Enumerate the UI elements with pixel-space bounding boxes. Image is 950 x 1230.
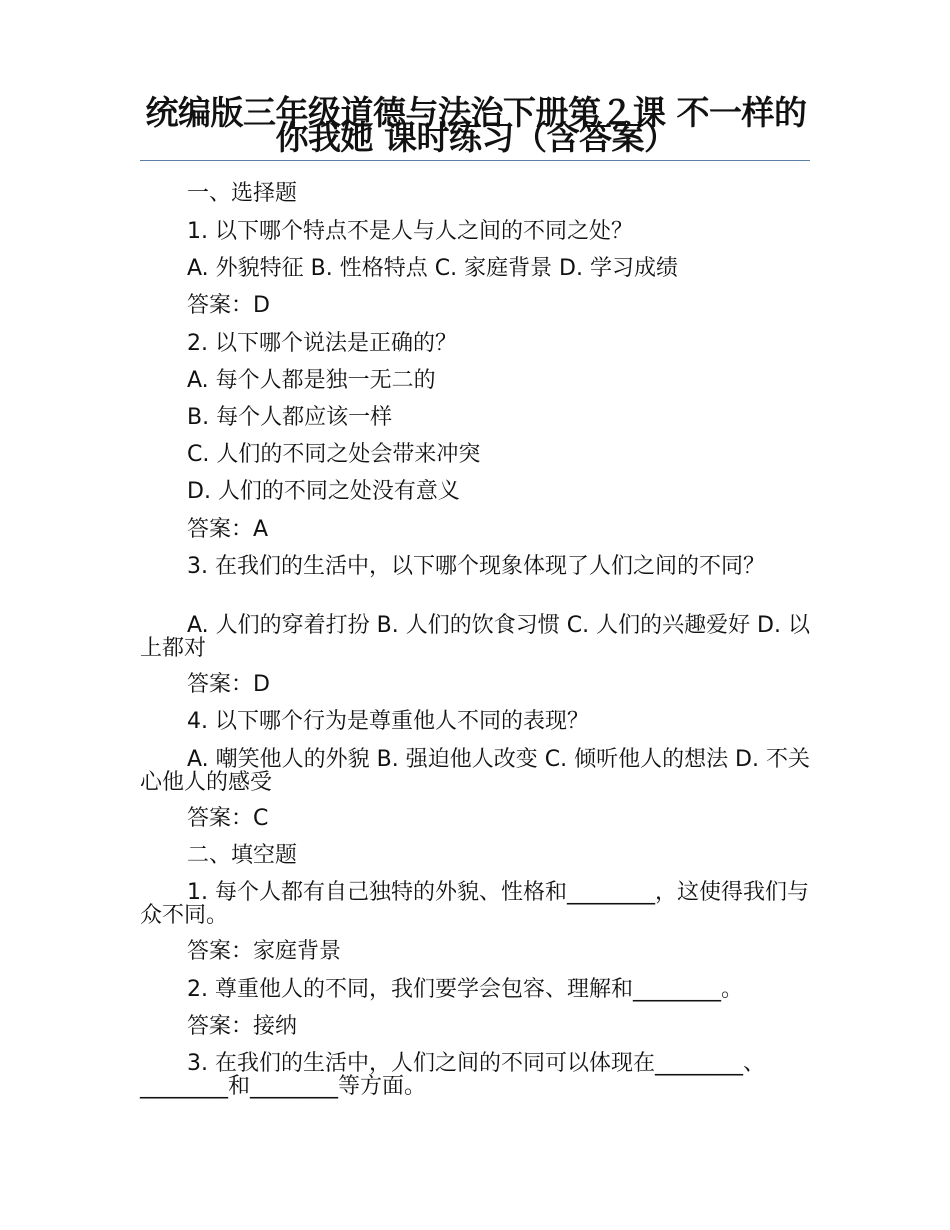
question-2-option-c: C. 人们的不同之处会带来冲突 [187,442,481,467]
question-1: 1. 以下哪个特点不是人与人之间的不同之处？ [187,219,633,244]
question-1-options: A. 外貌特征 B. 性格特点 C. 家庭背景 D. 学习成绩 [187,256,678,281]
section-heading-fill: 二、填空题 [187,843,298,868]
question-1-answer: 答案：D [187,293,270,318]
question-2-option-d: D. 人们的不同之处没有意义 [187,479,460,504]
title-underline [140,160,810,161]
question-2-answer: 答案：A [187,517,269,542]
fill-question-2: 2. 尊重他人的不同，我们要学会包容、理解和________。 [187,977,743,1002]
fill-question-1: 1. 每个人都有自己独特的外貌、性格和________，这使得我们与众不同。 [140,880,809,928]
question-3: 3. 在我们的生活中，以下哪个现象体现了人们之间的不同？ [187,554,765,579]
question-4: 4. 以下哪个行为是尊重他人不同的表现？ [187,709,589,734]
question-3-answer: 答案：D [187,672,270,697]
section-heading-choice: 一、选择题 [187,181,298,206]
fill-question-1-answer: 答案：家庭背景 [187,939,342,964]
question-2-option-b: B. 每个人都应该一样 [187,405,393,430]
question-4-answer: 答案：C [187,806,269,831]
question-4-options: A. 嘲笑他人的外貌 B. 强迫他人改变 C. 倾听他人的想法 D. 不关心他人的感受 [140,747,810,795]
fill-question-3: 3. 在我们的生活中，人们之间的不同可以体现在________、________和________等方面。 [140,1051,765,1099]
fill-question-2-answer: 答案：接纳 [187,1014,298,1039]
question-2: 2. 以下哪个说法是正确的？ [187,331,457,356]
question-2-option-a: A. 每个人都是独一无二的 [187,368,436,393]
document-title: 统编版三年级道德与法治下册第２课 不一样的你我她 课时练习（含答案） [145,93,807,157]
question-3-options: A. 人们的穿着打扮 B. 人们的饮食习惯 C. 人们的兴趣爱好 D. 以上都对 [140,613,810,661]
